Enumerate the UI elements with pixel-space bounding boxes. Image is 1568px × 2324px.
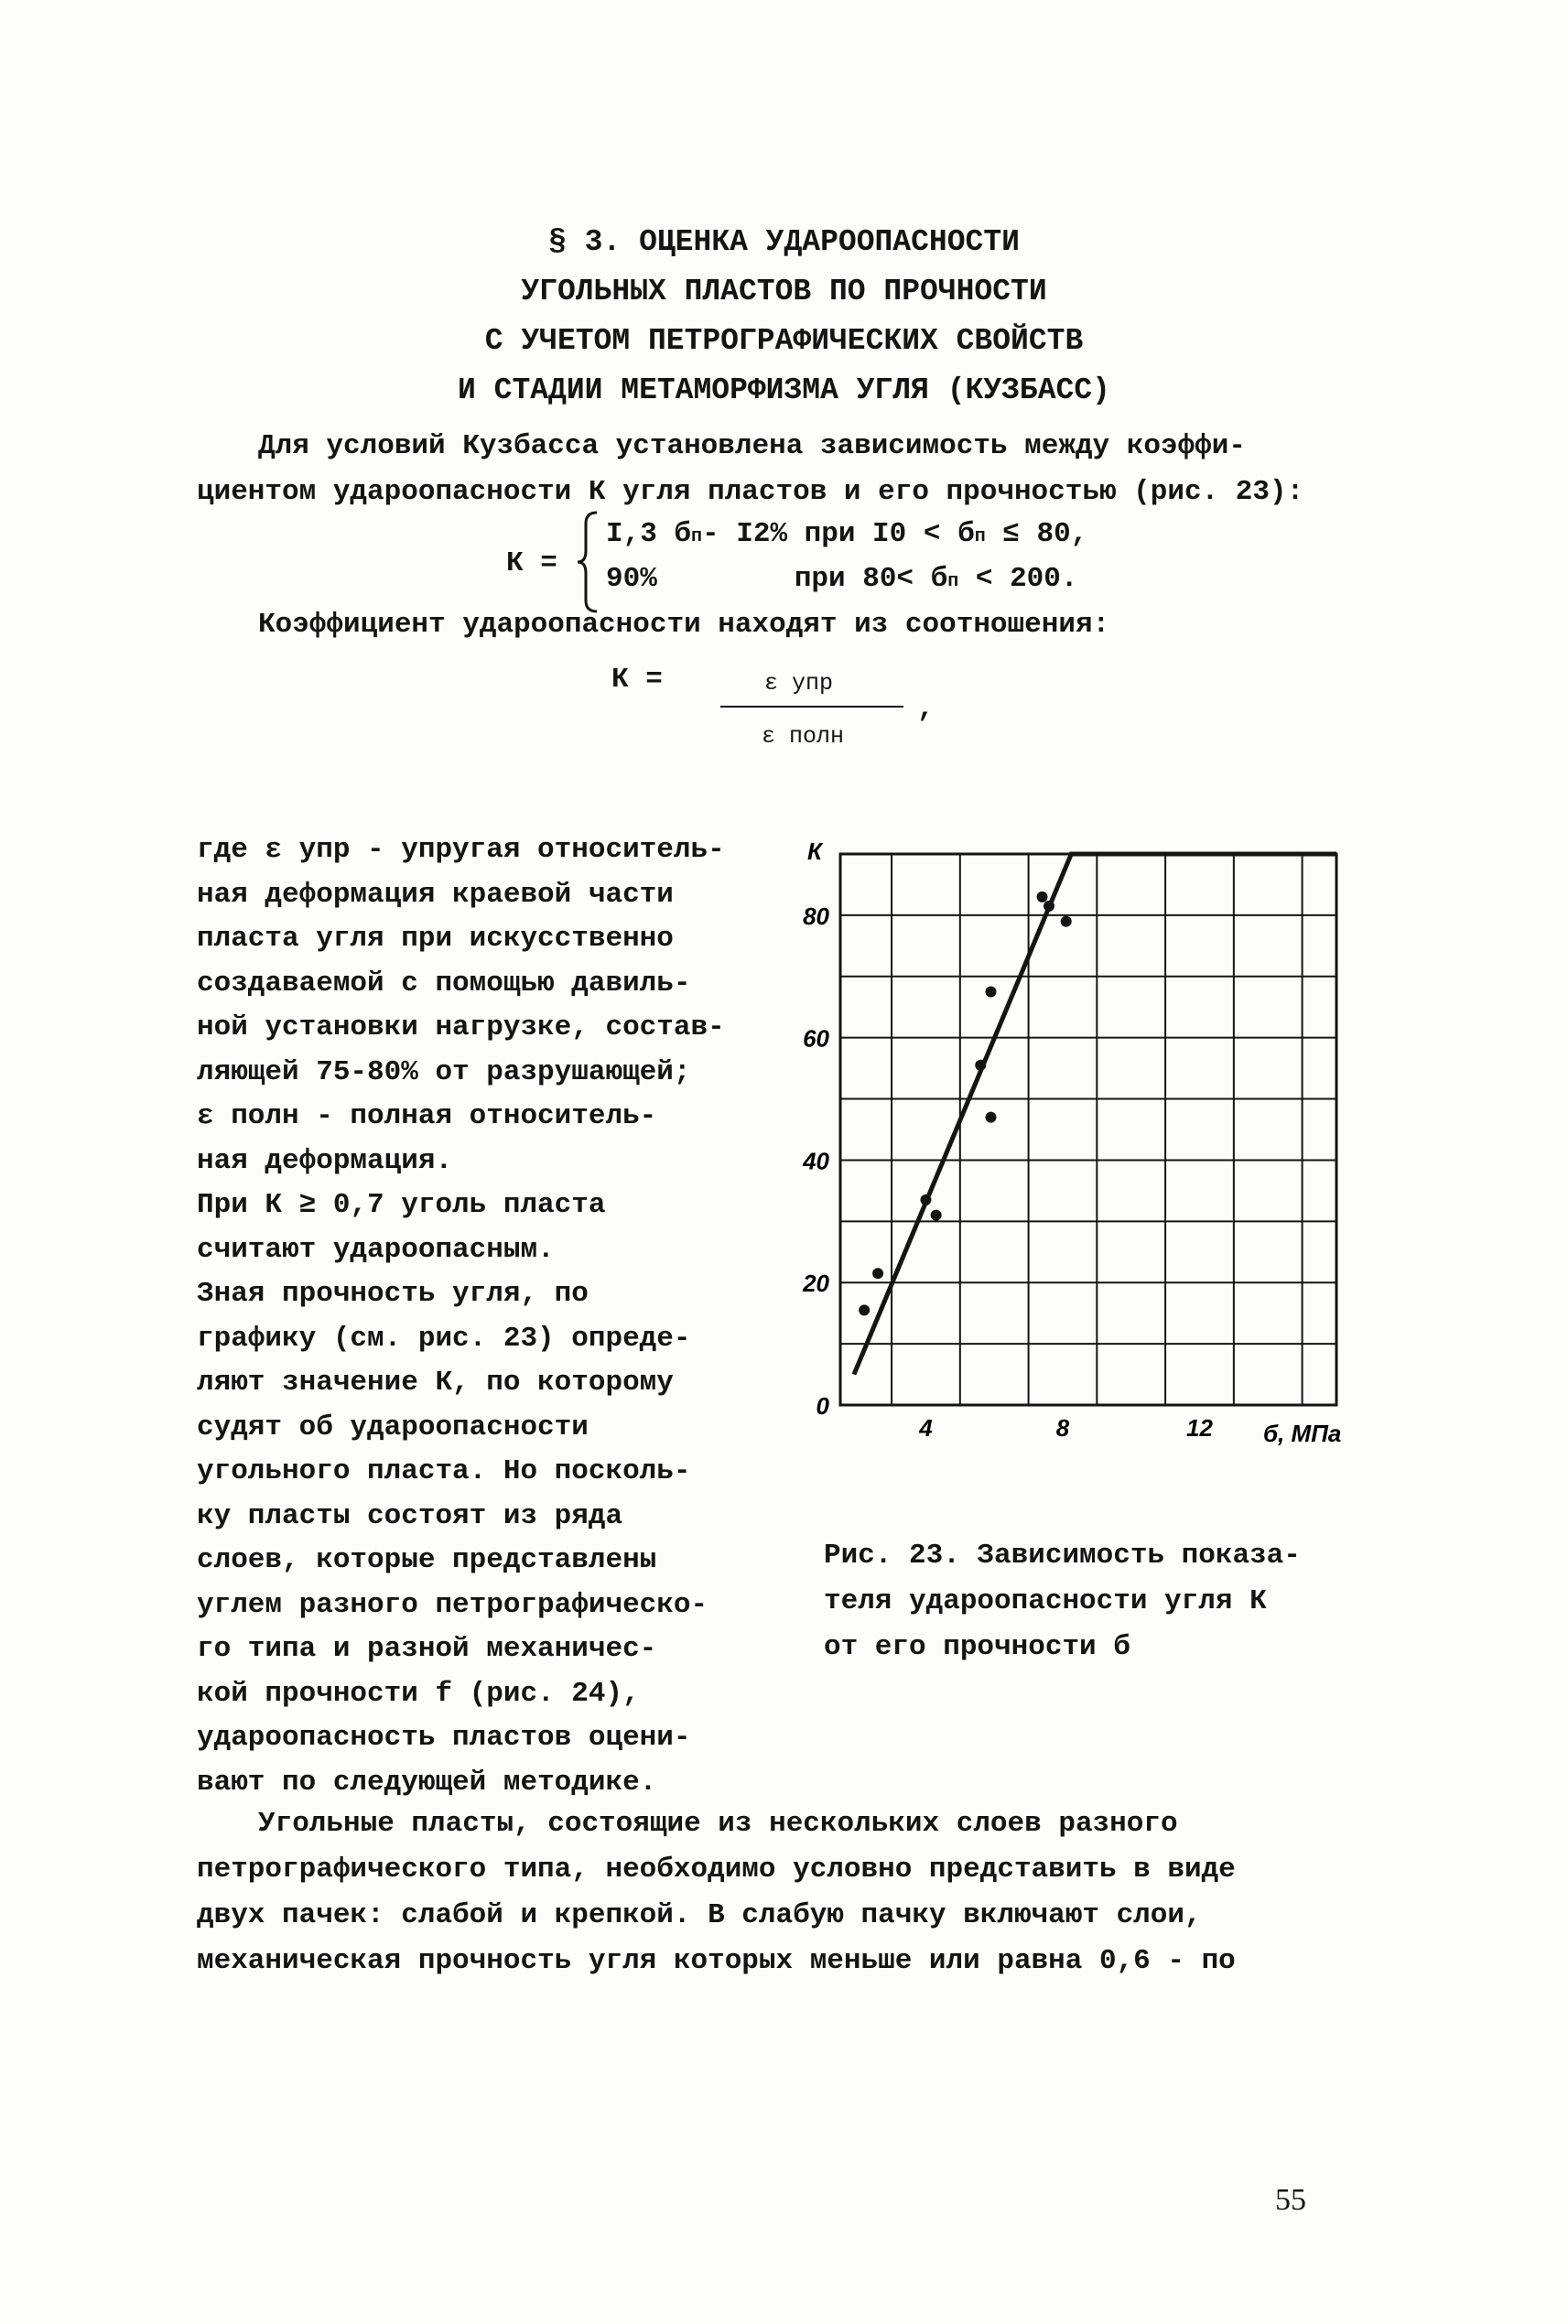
y-tick-label: 60	[803, 1024, 829, 1053]
chart-ticks	[802, 903, 1213, 1442]
page-number: 55	[1275, 2183, 1306, 2217]
y-tick-label: 40	[803, 1147, 829, 1175]
text-line: судят об удароопасности	[197, 1411, 589, 1443]
y-axis-label: К	[807, 838, 822, 865]
text-line: где ε упр - упругая относитель-	[197, 834, 725, 866]
text-line: ляют значение К, по которому	[197, 1367, 674, 1399]
bottom-line: петрографического типа, необходимо условно представить в виде	[197, 1854, 1236, 1886]
brace-icon	[575, 511, 602, 613]
text-line: ку пласты состоят из ряда	[197, 1499, 623, 1532]
x-tick-label: 4	[919, 1414, 933, 1442]
chart-frame	[840, 854, 1336, 1405]
text-line: пласта угля при искусственно	[197, 923, 674, 955]
caption-line: от его прочности б	[824, 1631, 1130, 1663]
formula1-case2: 90% при 80< бп < 200.	[606, 563, 1078, 595]
chart-grid	[840, 854, 1336, 1405]
data-point	[985, 987, 996, 998]
data-point	[985, 1112, 996, 1123]
text-line: го типа и разной механичес-	[197, 1633, 657, 1665]
y-tick-label: 20	[803, 1270, 829, 1298]
intro-line: циентом удароопасности К угля пластов и его прочностью (рис. 23):	[197, 476, 1304, 508]
data-point	[975, 1060, 986, 1071]
formula1-lhs: К =	[506, 547, 557, 579]
text-line: ной установки нагрузке, состав-	[197, 1011, 725, 1043]
heading-line: УГОЛЬНЫХ ПЛАСТОВ ПО ПРОЧНОСТИ	[521, 275, 1047, 308]
caption-line: теля удароопасности угля К	[824, 1585, 1267, 1617]
x-tick-label: 12	[1186, 1414, 1213, 1442]
data-point	[1044, 901, 1054, 912]
text-line: удароопасность пластов оцени-	[197, 1722, 691, 1754]
bottom-line: механическая прочность угля которых меньше или равна 0,6 - по	[197, 1945, 1236, 1977]
data-point	[859, 1304, 870, 1315]
data-point	[1061, 916, 1072, 927]
heading-line: С УЧЕТОМ ПЕТРОГРАФИЧЕСКИХ СВОЙСТВ	[484, 324, 1084, 358]
data-point	[931, 1210, 942, 1221]
caption-line: Рис. 23. Зависимость показа-	[824, 1540, 1301, 1572]
intro-line: Для условий Кузбасса установлена зависимость между коэффи-	[258, 430, 1246, 462]
figure-caption	[824, 1533, 1301, 1670]
bottom-line: двух пачек: слабой и крепкой. В слабую пачку включают слои,	[197, 1899, 1202, 1931]
formula2-intro: Коэффициент удароопасности находят из соотношения:	[258, 609, 1110, 641]
fraction-bar	[720, 706, 903, 708]
text-line: слоев, которые представлены	[197, 1544, 657, 1576]
text-line: ная деформация краевой части	[197, 878, 674, 911]
text-line: создаваемой с помощью давиль-	[197, 967, 691, 1000]
text-line: ная деформация.	[197, 1144, 453, 1177]
text-line: углем разного петрографическо-	[197, 1588, 708, 1621]
text-line: Зная прочность угля, по	[197, 1278, 589, 1310]
text-line: При К ≥ 0,7 уголь пласта	[197, 1189, 606, 1221]
y-tick-label: 80	[803, 902, 829, 930]
text-line: ε полн - полная относитель-	[197, 1100, 657, 1132]
x-tick-label: 8	[1055, 1414, 1070, 1442]
fit-line	[854, 854, 1336, 1375]
text-line: угольного пласта. Но посколь-	[197, 1455, 691, 1487]
data-point	[872, 1268, 883, 1279]
chart-series	[854, 854, 1336, 1375]
data-point	[920, 1194, 931, 1205]
bottom-line: Угольные пласты, состоящие из нескольких слоев разного	[258, 1808, 1178, 1840]
text-line: вают по следующей методике.	[197, 1766, 657, 1799]
heading-line: И СТАДИИ МЕТАМОРФИЗМА УГЛЯ (КУЗБАСС)	[458, 373, 1110, 407]
strength-chart	[787, 828, 1355, 1487]
text-line: графику (см. рис. 23) опреде-	[197, 1322, 691, 1355]
formula2-comma: ,	[917, 693, 935, 725]
section-heading	[0, 218, 1568, 416]
formula2-numerator: ε упр	[764, 670, 834, 697]
x-axis-label: б, МПа	[1263, 1420, 1342, 1447]
left-column-text	[197, 828, 783, 1805]
data-point	[1037, 892, 1048, 903]
formula2-denominator: ε полн	[762, 723, 845, 750]
text-line: кой прочности f (рис. 24),	[197, 1677, 640, 1710]
formula1-case1: I,3 бп- I2% при I0 < бп ≤ 80,	[606, 518, 1088, 550]
formula2-lhs: К =	[611, 664, 663, 696]
heading-line: § 3. ОЦЕНКА УДАРООПАСНОСТИ	[548, 225, 1020, 259]
y-tick-label: 0	[816, 1392, 829, 1420]
text-line: ляющей 75-80% от разрушающей;	[197, 1055, 691, 1088]
text-line: считают удароопасным.	[197, 1233, 555, 1266]
